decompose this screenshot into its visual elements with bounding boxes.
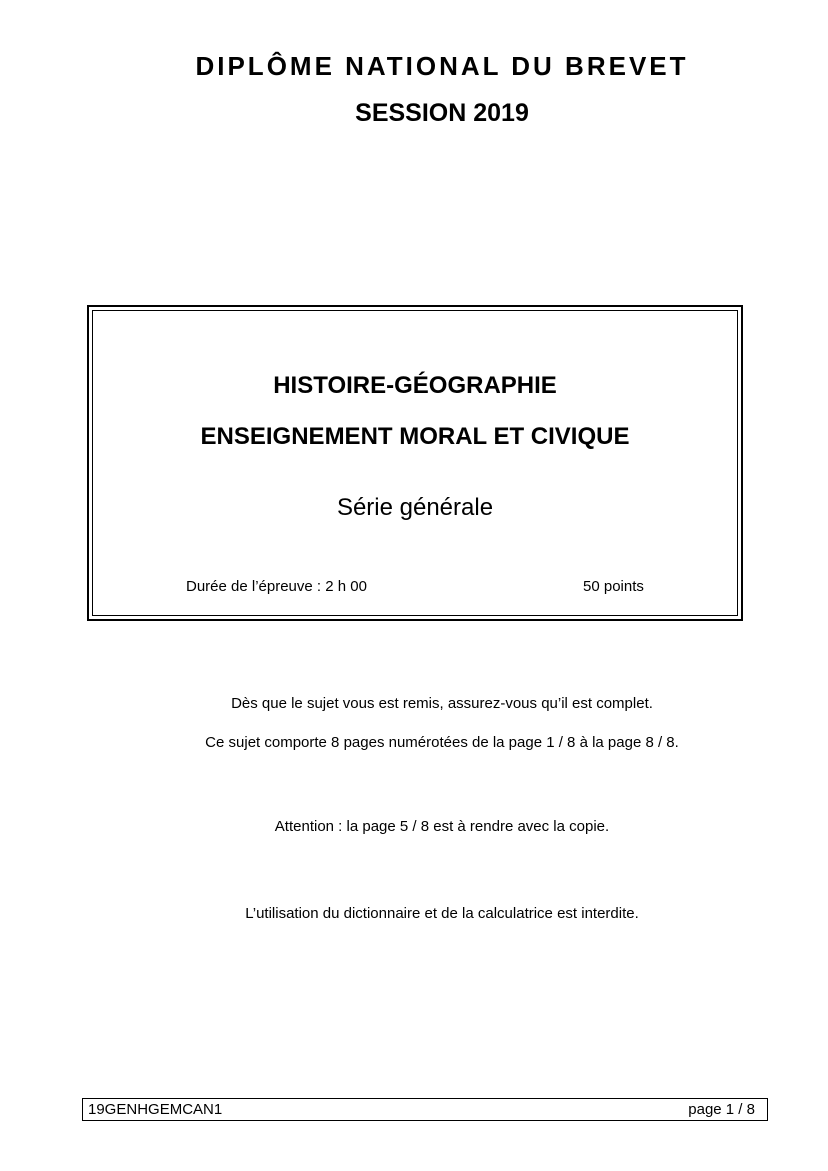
exam-info-box bbox=[87, 305, 743, 621]
page-number: page 1 / 8 bbox=[688, 1101, 755, 1118]
exam-title: DIPLÔME NATIONAL DU BREVET bbox=[195, 51, 689, 81]
instruction-forbidden-tools: L’utilisation du dictionnaire et de la calculatrice est interdite. bbox=[245, 905, 639, 922]
instruction-completeness: Dès que le sujet vous est remis, assurez-vous qu’il est complet. bbox=[231, 695, 653, 712]
subject-code: 19GENHGEMCAN1 bbox=[88, 1101, 223, 1118]
instruction-page-count: Ce sujet comporte 8 pages numérotées de la page 1 / 8 à la page 8 / 8. bbox=[205, 734, 679, 751]
exam-session: SESSION 2019 bbox=[355, 99, 529, 127]
exam-points: 50 points bbox=[583, 578, 644, 595]
subject-title: HISTOIRE-GÉOGRAPHIE bbox=[273, 372, 557, 399]
subject-subtitle: ENSEIGNEMENT MORAL ET CIVIQUE bbox=[200, 423, 630, 450]
exam-duration: Durée de l’épreuve : 2 h 00 bbox=[186, 578, 367, 595]
page-footer bbox=[82, 1098, 768, 1121]
exam-info-box-inner bbox=[92, 310, 738, 616]
instruction-return-page: Attention : la page 5 / 8 est à rendre avec la copie. bbox=[274, 818, 610, 835]
exam-series: Série générale bbox=[336, 494, 494, 521]
